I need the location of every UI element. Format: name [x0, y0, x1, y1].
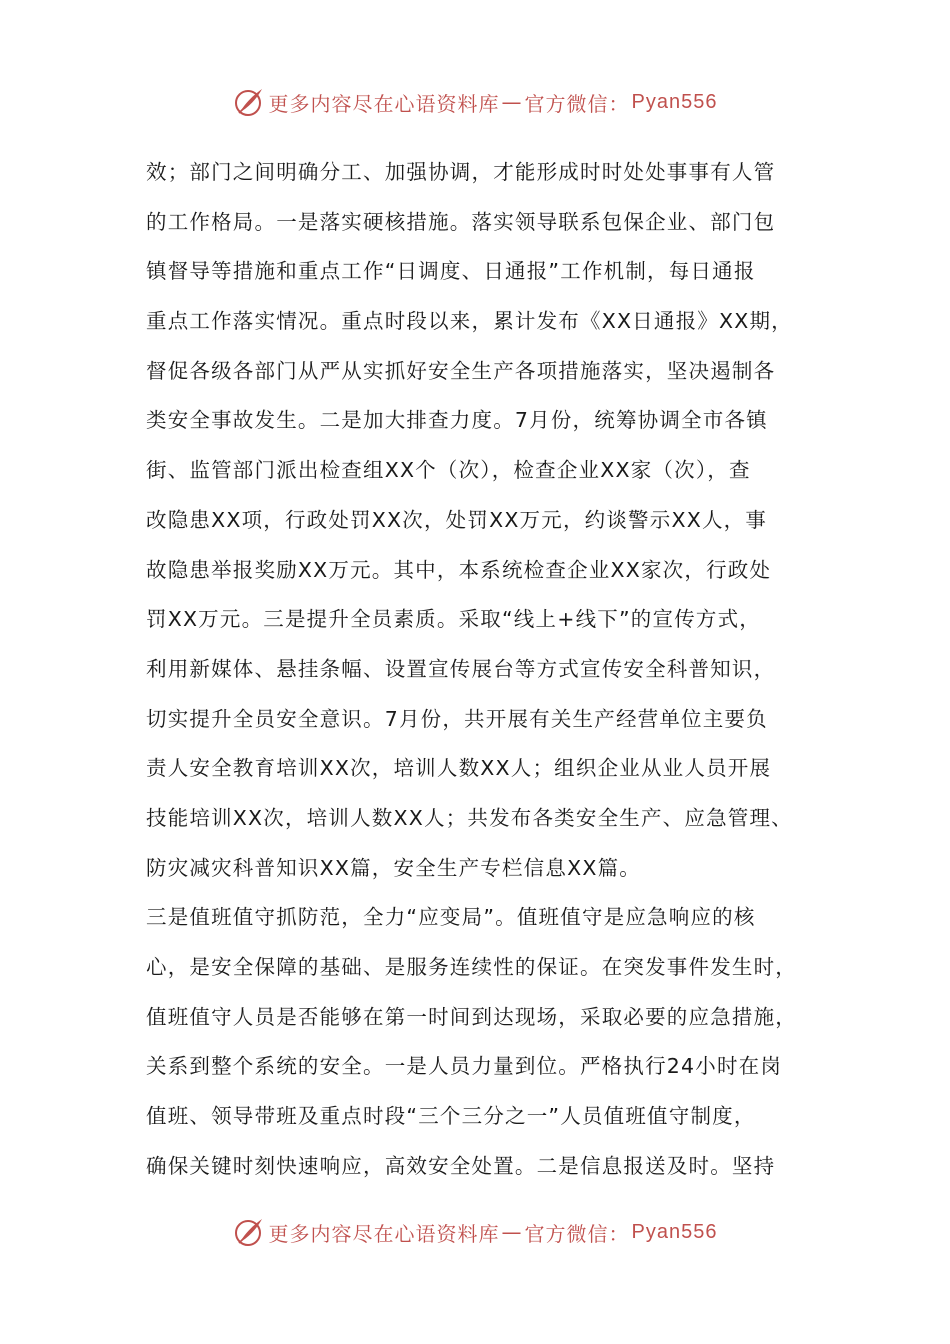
watermark-separator: —	[501, 1220, 523, 1244]
text-line: 类安全事故发生。二是加大排查力度。7月份，统筹协调全市各镇	[146, 408, 768, 433]
text-line: 的工作格局。一是落实硬核措施。落实领导联系包保企业、部门包	[146, 209, 776, 234]
watermark-wechat-label: 官方微信：	[524, 91, 630, 116]
text-line: 重点工作落实情况。重点时段以来，累计发布《XX日通报》XX期，	[146, 309, 793, 334]
footer-watermark	[0, 1212, 950, 1252]
text-line: 利用新媒体、悬挂条幅、设置宣传展台等方式宣传安全科普知识，	[146, 656, 776, 681]
text-line: 值班值守人员是否能够在第一时间到达现场，采取必要的应急措施，	[146, 1004, 797, 1029]
text-line: 责人安全教育培训XX次，培训人数XX人；组织企业从业人员开展	[146, 756, 772, 781]
document-body	[146, 148, 822, 1191]
quill-logo-icon	[233, 1216, 265, 1248]
text-line: 技能培训XX次，培训人数XX人；共发布各类安全生产、应急管理、	[146, 805, 793, 830]
watermark-site-text: 更多内容尽在心语资料库	[268, 91, 500, 116]
watermark-wechat-label: 官方微信：	[524, 1221, 630, 1246]
text-line: 效；部门之间明确分工、加强协调，才能形成时时处处事事有人管	[146, 160, 776, 184]
quill-logo-icon	[233, 86, 265, 118]
text-line: 三是值班值守抓防范，全力“应变局”。值班值守是应急响应的核	[146, 905, 756, 930]
text-line: 罚XX万元。三是提升全员素质。采取“线上+线下”的宣传方式，	[146, 607, 762, 632]
watermark-separator: —	[501, 90, 523, 114]
text-line: 切实提升全员安全意识。7月份，共开展有关生产经营单位主要负	[146, 706, 768, 731]
text-line: 街、监管部门派出检查组XX个（次），检查企业XX家（次），查	[146, 458, 751, 483]
watermark-site-text: 更多内容尽在心语资料库	[268, 1221, 500, 1246]
watermark-wechat-id: Pyan556	[631, 1220, 718, 1243]
text-line: 防灾减灾科普知识XX篇，安全生产专栏信息XX篇。	[146, 855, 641, 880]
text-line: 关系到整个系统的安全。一是人员力量到位。严格执行24小时在岗	[146, 1054, 783, 1079]
text-line: 确保关键时刻快速响应，高效安全处置。二是信息报送及时。坚持	[146, 1153, 776, 1178]
text-line: 值班、领导带班及重点时段“三个三分之一”人员值班值守制度，	[146, 1104, 756, 1129]
watermark-wechat-id: Pyan556	[631, 90, 718, 113]
text-line: 心，是安全保障的基础、是服务连续性的保证。在突发事件发生时，	[146, 955, 797, 979]
header-watermark	[0, 82, 950, 122]
text-line: 镇督导等措施和重点工作“日调度、日通报”工作机制，每日通报	[146, 259, 756, 284]
text-line: 故隐患举报奖励XX万元。其中，本系统检查企业XX家次，行政处	[146, 557, 772, 582]
text-line: 督促各级各部门从严从实抓好安全生产各项措施落实，坚决遏制各	[146, 358, 776, 383]
text-line: 改隐患XX项，行政处罚XX次，处罚XX万元，约谈警示XX人，事	[146, 507, 768, 532]
